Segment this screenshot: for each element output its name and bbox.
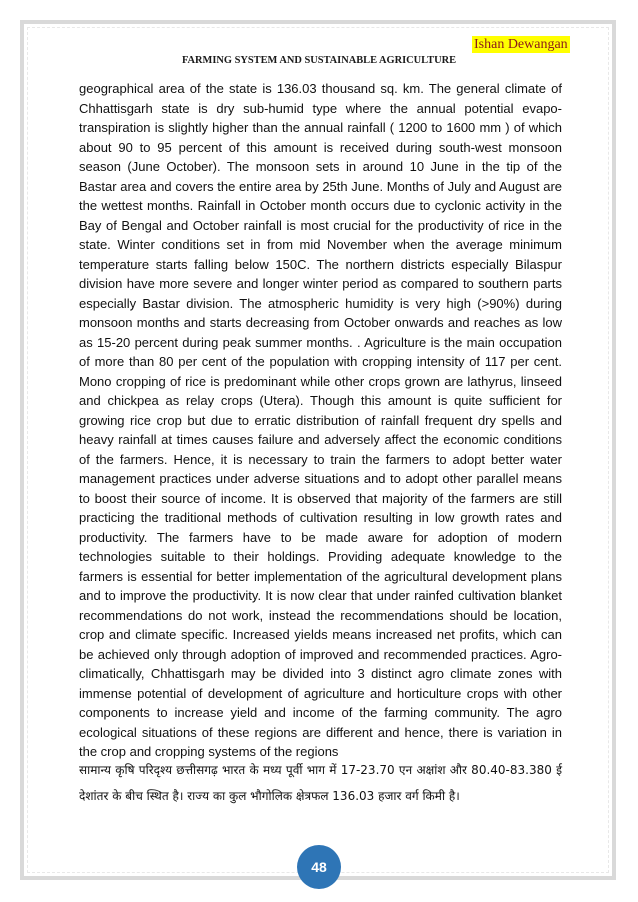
author-name: Ishan Dewangan xyxy=(474,37,568,52)
body-paragraph: geographical area of the state is 136.03 thousand sq. km. The general climate of Chhattisgarh state is dry sub-humid type where the annual potential evapo-transpiration is slightly higher than the annual rainfall ( 1200 to 1600 mm ) of which about 90 to 95 percent of this amount is received during south-west monsoon season (June October). The monsoon sets in around 10 June in the tip of the Bastar area and covers the entire area by 25th June. Months of July and August are the wettest months. Rainfall in October month occurs due to cyclonic activity in the Bay of Bengal and October rainfall is most crucial for the productivity of rice in the state. Winter conditions set in from mid November when the average minimum temperature starts falling below 150C. The northern districts especially Bilaspur division have more severe and longer winter period as compared to southern parts especially Bastar division. The atmospheric humidity is very high (>90%) during monsoon months and starts decreasing from October onwards and reaches as low as 15-20 percent during peak summer months. . Agriculture is the main occupation of more than 80 per cent of the population with cropping intensity of 117 per cent. Mono cropping of rice is predominant while other crops grown are lathyrus, linseed and chickpea as relay crops (Utera). Though this amount is quite sufficient for growing rice crop but due to erratic distribution of rainfall frequent dry spells and heavy rainfall at times causes failure and adversely affect the economic conditions of the farmers. Hence, it is necessary to train the farmers to adopt better water management practices under adverse situations and to adopt other parallel means to boost their source of income. It is observed that majority of the farmers are still practicing the traditional methods of cultivation resulting in low growth rates and productivity. The farmers have to be made aware for adoption of modern technologies suitable to their holdings. Providing adequate knowledge to the farmers is essential for better implementation of the agricultural development plans and to improve the productivity. It is now clear that under rainfed cultivation blanket recommendations do not work, instead the recommendations should be location, crop and climate specific. Increased yields means increased net profits, which can be achieved only through adoption of improved and recommended practices. Agro-climatically, Chhattisgarh may be divided into 3 distinct agro climate zones with immense potential of development of agriculture and horticulture crops with other components to increase yield and income of the farming community. The agro ecological situations of these regions are different and hence, there is variation in the crop and cropping systems of the regions xyxy=(79,81,562,759)
running-title: FARMING SYSTEM AND SUSTAINABLE AGRICULTURE xyxy=(181,55,457,66)
page-number-badge: 48 xyxy=(297,845,341,889)
hindi-paragraph: सामान्य कृषि परिदृश्य छत्तीसगढ़ भारत के मध्य पूर्वी भाग में 17-23.70 एन अक्षांश और 80.40-83.380 ई देशांतर के बीच स्थित है। राज्य का कुल भौगोलिक क्षेत्रफल 136.03 हजार वर्ग किमी है। xyxy=(79,763,562,803)
